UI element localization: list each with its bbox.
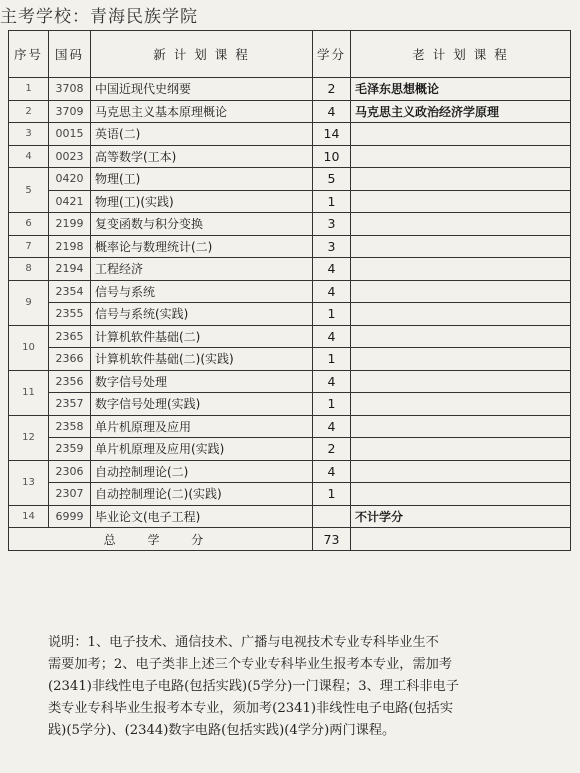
old-course-cell: 不计学分 [351, 505, 571, 528]
seq-cell: 4 [9, 145, 49, 168]
new-course-cell: 计算机软件基础(二) [91, 325, 313, 348]
credit-cell: 14 [313, 123, 351, 146]
table-row [9, 348, 571, 371]
table-row [9, 280, 571, 303]
new-course-cell: 物理(工) [91, 168, 313, 191]
old-course-cell [351, 370, 571, 393]
old-course-cell [351, 190, 571, 213]
code-cell: 0023 [49, 145, 91, 168]
old-course-cell [351, 393, 571, 416]
table-row [9, 505, 571, 528]
credit-cell: 4 [313, 370, 351, 393]
old-course-cell [351, 460, 571, 483]
credit-cell: 4 [313, 258, 351, 281]
table-row [9, 415, 571, 438]
credit-cell [313, 505, 351, 528]
table-row [9, 78, 571, 101]
new-course-cell: 自动控制理论(二)(实践) [91, 483, 313, 506]
seq-cell: 7 [9, 235, 49, 258]
code-cell: 2307 [49, 483, 91, 506]
table-row [9, 460, 571, 483]
old-course-cell [351, 348, 571, 371]
new-course-cell: 单片机原理及应用(实践) [91, 438, 313, 461]
code-cell: 2194 [49, 258, 91, 281]
credit-cell: 4 [313, 325, 351, 348]
note-line: 需要加考；2、电子类非上述三个专业专科毕业生报考本专业，需加考 [48, 657, 453, 672]
old-course-cell [351, 145, 571, 168]
table-row [9, 303, 571, 326]
credit-cell: 1 [313, 303, 351, 326]
course-table [8, 30, 571, 551]
col-header-new-course: 新 计 划 课 程 [91, 31, 313, 78]
table-row [9, 438, 571, 461]
new-course-cell: 自动控制理论(二) [91, 460, 313, 483]
code-cell: 3709 [49, 100, 91, 123]
code-cell: 2366 [49, 348, 91, 371]
new-course-cell: 计算机软件基础(二)(实践) [91, 348, 313, 371]
explanation-note [48, 632, 576, 742]
credit-cell: 4 [313, 100, 351, 123]
course-table-container [8, 30, 570, 551]
old-course-cell [351, 438, 571, 461]
table-row [9, 370, 571, 393]
new-course-cell: 英语(二) [91, 123, 313, 146]
school-title: 主考学校：青海民族学院 [0, 7, 198, 27]
note-line: 类专业专科毕业生报考本专业，须加考(2341)非线性电子电路(包括实 [48, 701, 454, 716]
seq-cell: 5 [9, 168, 49, 213]
credit-cell: 3 [313, 213, 351, 236]
code-cell: 2358 [49, 415, 91, 438]
code-cell: 2306 [49, 460, 91, 483]
total-value: 73 [313, 528, 351, 551]
note-line: 践)(5学分)、(2344)数字电路(包括实践)(4学分)两门课程。 [48, 723, 396, 738]
code-cell: 2199 [49, 213, 91, 236]
credit-cell: 3 [313, 235, 351, 258]
table-row [9, 100, 571, 123]
total-label: 总 学 分 [9, 528, 313, 551]
old-course-cell [351, 280, 571, 303]
credit-cell: 4 [313, 415, 351, 438]
seq-cell: 9 [9, 280, 49, 325]
old-course-cell [351, 235, 571, 258]
seq-cell: 10 [9, 325, 49, 370]
seq-cell: 12 [9, 415, 49, 460]
table-body [9, 78, 571, 551]
code-cell: 2357 [49, 393, 91, 416]
code-cell: 2356 [49, 370, 91, 393]
code-cell: 2365 [49, 325, 91, 348]
credit-cell: 4 [313, 280, 351, 303]
table-row [9, 325, 571, 348]
seq-cell: 1 [9, 78, 49, 101]
old-course-cell [351, 303, 571, 326]
col-header-old-course: 老 计 划 课 程 [351, 31, 571, 78]
seq-cell: 11 [9, 370, 49, 415]
new-course-cell: 高等数学(工本) [91, 145, 313, 168]
table-row [9, 393, 571, 416]
code-cell: 2359 [49, 438, 91, 461]
new-course-cell: 毕业论文(电子工程) [91, 505, 313, 528]
table-row [9, 168, 571, 191]
credit-cell: 2 [313, 78, 351, 101]
credit-cell: 5 [313, 168, 351, 191]
old-course-cell [351, 258, 571, 281]
old-course-cell: 毛泽东思想概论 [351, 78, 571, 101]
new-course-cell: 概率论与数理统计(二) [91, 235, 313, 258]
old-course-cell [351, 415, 571, 438]
code-cell: 0421 [49, 190, 91, 213]
new-course-cell: 单片机原理及应用 [91, 415, 313, 438]
seq-cell: 3 [9, 123, 49, 146]
table-row [9, 145, 571, 168]
code-cell: 0015 [49, 123, 91, 146]
code-cell: 2354 [49, 280, 91, 303]
code-cell: 2355 [49, 303, 91, 326]
new-course-cell: 复变函数与积分变换 [91, 213, 313, 236]
credit-cell: 4 [313, 460, 351, 483]
table-row [9, 235, 571, 258]
code-cell: 0420 [49, 168, 91, 191]
table-row [9, 213, 571, 236]
credit-cell: 1 [313, 190, 351, 213]
total-row [9, 528, 571, 551]
seq-cell: 13 [9, 460, 49, 505]
note-line: 说明：1、电子技术、通信技术、广播与电视技术专业专科毕业生不 [48, 635, 439, 650]
new-course-cell: 数字信号处理(实践) [91, 393, 313, 416]
credit-cell: 2 [313, 438, 351, 461]
old-course-cell: 马克思主义政治经济学原理 [351, 100, 571, 123]
credit-cell: 1 [313, 348, 351, 371]
new-course-cell: 信号与系统 [91, 280, 313, 303]
seq-cell: 14 [9, 505, 49, 528]
new-course-cell: 数字信号处理 [91, 370, 313, 393]
table-row [9, 258, 571, 281]
total-old-empty [351, 528, 571, 551]
note-line: (2341)非线性电子电路(包括实践)(5学分)一门课程；3、理工科非电子 [48, 679, 459, 694]
code-cell: 6999 [49, 505, 91, 528]
credit-cell: 10 [313, 145, 351, 168]
col-header-credit: 学分 [313, 31, 351, 78]
old-course-cell [351, 483, 571, 506]
code-cell: 2198 [49, 235, 91, 258]
old-course-cell [351, 123, 571, 146]
code-cell: 3708 [49, 78, 91, 101]
old-course-cell [351, 325, 571, 348]
col-header-code: 国码 [49, 31, 91, 78]
new-course-cell: 马克思主义基本原理概论 [91, 100, 313, 123]
old-course-cell [351, 213, 571, 236]
old-course-cell [351, 168, 571, 191]
new-course-cell: 工程经济 [91, 258, 313, 281]
credit-cell: 1 [313, 393, 351, 416]
table-row [9, 483, 571, 506]
new-course-cell: 信号与系统(实践) [91, 303, 313, 326]
table-header-row [9, 31, 571, 78]
seq-cell: 8 [9, 258, 49, 281]
seq-cell: 6 [9, 213, 49, 236]
table-row [9, 123, 571, 146]
table-row [9, 190, 571, 213]
new-course-cell: 物理(工)(实践) [91, 190, 313, 213]
col-header-seq: 序号 [9, 31, 49, 78]
seq-cell: 2 [9, 100, 49, 123]
new-course-cell: 中国近现代史纲要 [91, 78, 313, 101]
credit-cell: 1 [313, 483, 351, 506]
